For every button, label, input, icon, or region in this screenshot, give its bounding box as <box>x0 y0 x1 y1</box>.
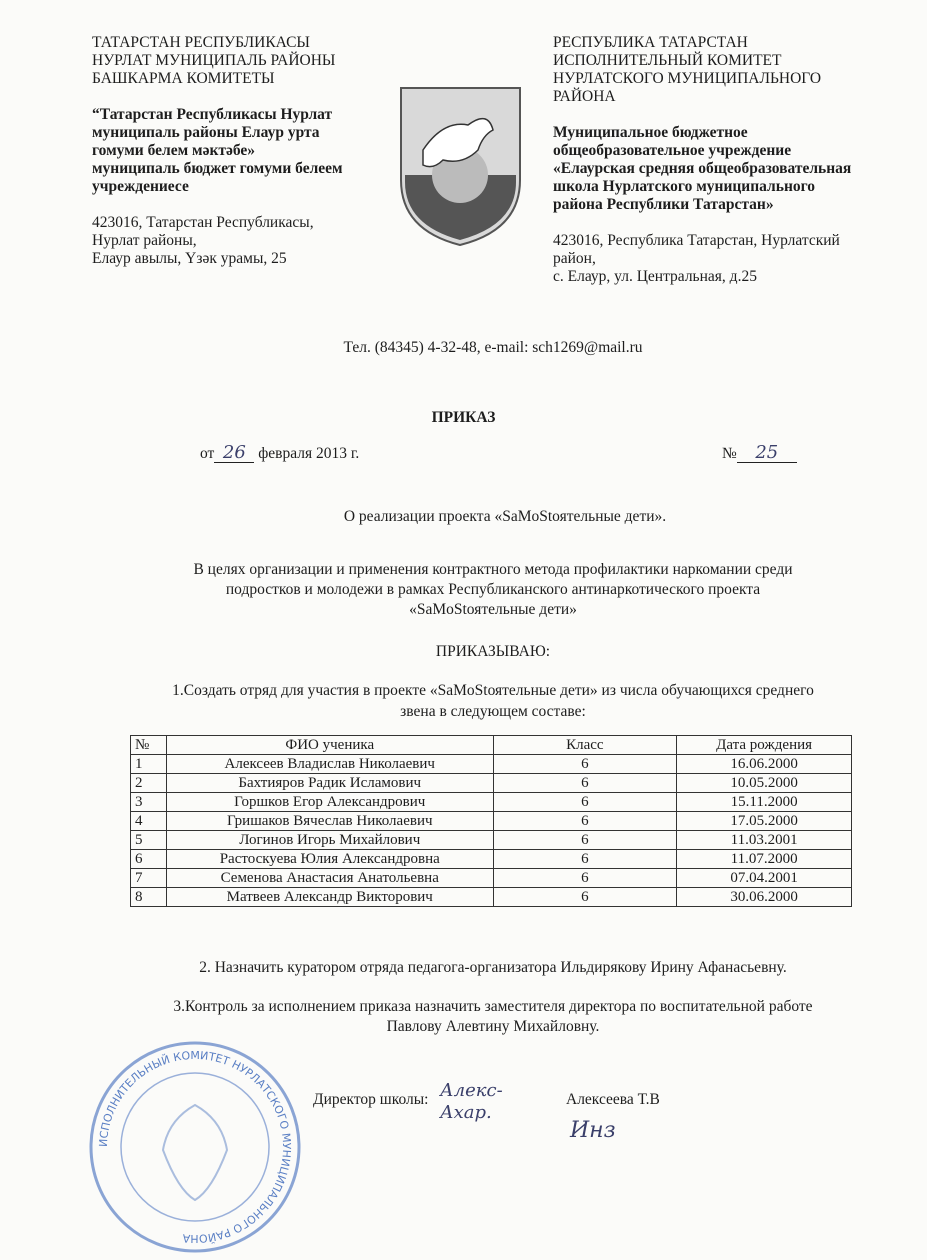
official-stamp <box>88 1040 303 1255</box>
preamble-line: В целях организации и применения контрактного метода профилактики наркомании среди <box>193 561 793 578</box>
students-table <box>130 735 852 907</box>
header-left-line: ТАТАРСТАН РЕСПУБЛИКАСЫ <box>92 34 310 51</box>
date-rest: февраля 2013 г. <box>258 445 360 462</box>
header-right-school: «Елаурская средняя общеобразовательная <box>553 160 852 177</box>
cell-birthdate: 17.05.2000 <box>677 812 852 831</box>
table-row <box>131 793 852 812</box>
handwritten-signature-1 <box>440 1080 540 1124</box>
cell-birthdate: 10.05.2000 <box>677 774 852 793</box>
coat-of-arms-icon <box>393 80 528 250</box>
table-row <box>131 812 852 831</box>
cell-class: 6 <box>493 888 677 907</box>
header-left-school: муниципаль районы Елаур урта <box>92 124 320 141</box>
cell-class: 6 <box>493 774 677 793</box>
cell-class: 6 <box>493 850 677 869</box>
cell-name: Логинов Игорь Михайлович <box>166 831 493 850</box>
cell-number: 4 <box>131 812 167 831</box>
header-right-line: РЕСПУБЛИКА ТАТАРСТАН <box>553 34 748 51</box>
cell-number: 1 <box>131 755 167 774</box>
order-number <box>722 444 797 464</box>
signature-1-text: Алекс- Ахар. <box>440 1080 503 1123</box>
svg-text:ИСПОЛНИТЕЛЬНЫЙ КОМИТЕТ НУРЛАТС <box>97 1049 293 1245</box>
header-right-address: 423016, Республика Татарстан, Нурлатский <box>553 232 840 249</box>
header-right-school: Муниципальное бюджетное <box>553 124 748 141</box>
header-left-school: “Татарстан Республикасы Нурлат <box>92 106 333 123</box>
cell-birthdate: 15.11.2000 <box>677 793 852 812</box>
header-left-address: 423016, Татарстан Республикасы, <box>92 214 314 231</box>
cell-name: Алексеев Владислав Николаевич <box>166 755 493 774</box>
cell-number: 3 <box>131 793 167 812</box>
header-class: Класс <box>493 736 677 755</box>
header-number: № <box>131 736 167 755</box>
header-right-line: РАЙОНА <box>553 88 616 105</box>
contacts-line: Тел. (84345) 4-32-48, e-mail: sch1269@mail.ru <box>343 339 643 356</box>
header-left-address: Нурлат районы, <box>92 232 197 249</box>
cell-number: 2 <box>131 774 167 793</box>
header-right-school: общеобразовательное учреждение <box>553 142 792 159</box>
cell-birthdate: 07.04.2001 <box>677 869 852 888</box>
document-title: ПРИКАЗ <box>431 409 496 426</box>
cell-name: Бахтияров Радик Исламович <box>166 774 493 793</box>
cell-name: Семенова Анастасия Анатольевна <box>166 869 493 888</box>
item-1-line: 1.Создать отряд для участия в проекте «SaMoStоятельные дети» из числа обучающихся среднего <box>172 682 814 699</box>
cell-class: 6 <box>493 831 677 850</box>
cell-name: Гришаков Вячеслав Николаевич <box>166 812 493 831</box>
handwritten-signature-2: Инз <box>570 1118 616 1143</box>
cell-birthdate: 30.06.2000 <box>677 888 852 907</box>
header-left-school: учреждениесе <box>92 178 189 195</box>
number-value: 25 <box>737 444 797 463</box>
cell-class: 6 <box>493 755 677 774</box>
order-date <box>200 444 359 464</box>
preamble-line: подростков и молодежи в рамках Республиканского антинаркотического проекта <box>225 581 761 598</box>
order-subject: О реализации проекта «SaMoStоятельные дети». <box>343 508 667 525</box>
cell-name: Матвеев Александр Викторович <box>166 888 493 907</box>
header-birthdate: Дата рождения <box>677 736 852 755</box>
table-row <box>131 774 852 793</box>
header-right <box>553 34 893 286</box>
item-1-line: звена в следующем составе: <box>400 703 586 720</box>
date-day: 26 <box>214 444 254 463</box>
item-2: 2. Назначить куратором отряда педагога-организатора Ильдирякову Ирину Афанасьевну. <box>199 959 787 976</box>
cell-birthdate: 11.07.2000 <box>677 850 852 869</box>
header-name: ФИО ученика <box>166 736 493 755</box>
director-name: Алексеева Т.В <box>566 1091 660 1108</box>
order-word: ПРИКАЗЫВАЮ: <box>435 643 551 660</box>
header-right-address: с. Елаур, ул. Центральная, д.25 <box>553 268 757 285</box>
director-label: Директор школы: <box>313 1091 429 1108</box>
cell-name: Растоскуева Юлия Александровна <box>166 850 493 869</box>
header-right-line: ИСПОЛНИТЕЛЬНЫЙ КОМИТЕТ <box>553 52 782 69</box>
header-right-school: школа Нурлатского муниципального <box>553 178 816 195</box>
header-left-line: БАШКАРМА КОМИТЕТЫ <box>92 70 275 87</box>
header-right-address: район, <box>553 250 596 267</box>
number-label: № <box>722 445 737 462</box>
cell-class: 6 <box>493 812 677 831</box>
item-3 <box>0 997 927 1037</box>
table-header-row <box>131 736 852 755</box>
header-left-school: гомуми белем мәктәбе» <box>92 142 256 159</box>
table-row <box>131 831 852 850</box>
item-3-line: 3.Контроль за исполнением приказа назначить заместителя директора по воспитательной работе <box>173 998 813 1015</box>
preamble-line: «SaMoStоятельные дети» <box>409 601 577 618</box>
cell-number: 6 <box>131 850 167 869</box>
cell-birthdate: 11.03.2001 <box>677 831 852 850</box>
table-row <box>131 888 852 907</box>
cell-birthdate: 16.06.2000 <box>677 755 852 774</box>
table-row <box>131 869 852 888</box>
stamp-text: ИСПОЛНИТЕЛЬНЫЙ КОМИТЕТ НУРЛАТСКОГО МУНИЦИПАЛЬНОГО РАЙОНА <box>96 1048 294 1246</box>
table-row <box>131 850 852 869</box>
date-prefix: от <box>200 445 215 462</box>
header-right-school: района Республики Татарстан» <box>553 196 774 213</box>
cell-class: 6 <box>493 793 677 812</box>
table-row <box>131 755 852 774</box>
item-3-line: Павлову Алевтину Михайловну. <box>386 1018 600 1035</box>
item-1 <box>0 680 927 722</box>
header-left-school: муниципаль бюджет гомуми белеем <box>92 160 343 177</box>
header-left-address: Елаур авылы, Үзәк урамы, 25 <box>92 250 287 267</box>
cell-number: 5 <box>131 831 167 850</box>
cell-name: Горшков Егор Александрович <box>166 793 493 812</box>
cell-number: 8 <box>131 888 167 907</box>
header-left-line: НУРЛАТ МУНИЦИПАЛЬ РАЙОНЫ <box>92 52 336 69</box>
cell-class: 6 <box>493 869 677 888</box>
header-right-line: НУРЛАТСКОГО МУНИЦИПАЛЬНОГО <box>553 70 822 87</box>
cell-number: 7 <box>131 869 167 888</box>
preamble <box>0 560 927 620</box>
header-left <box>92 34 392 268</box>
